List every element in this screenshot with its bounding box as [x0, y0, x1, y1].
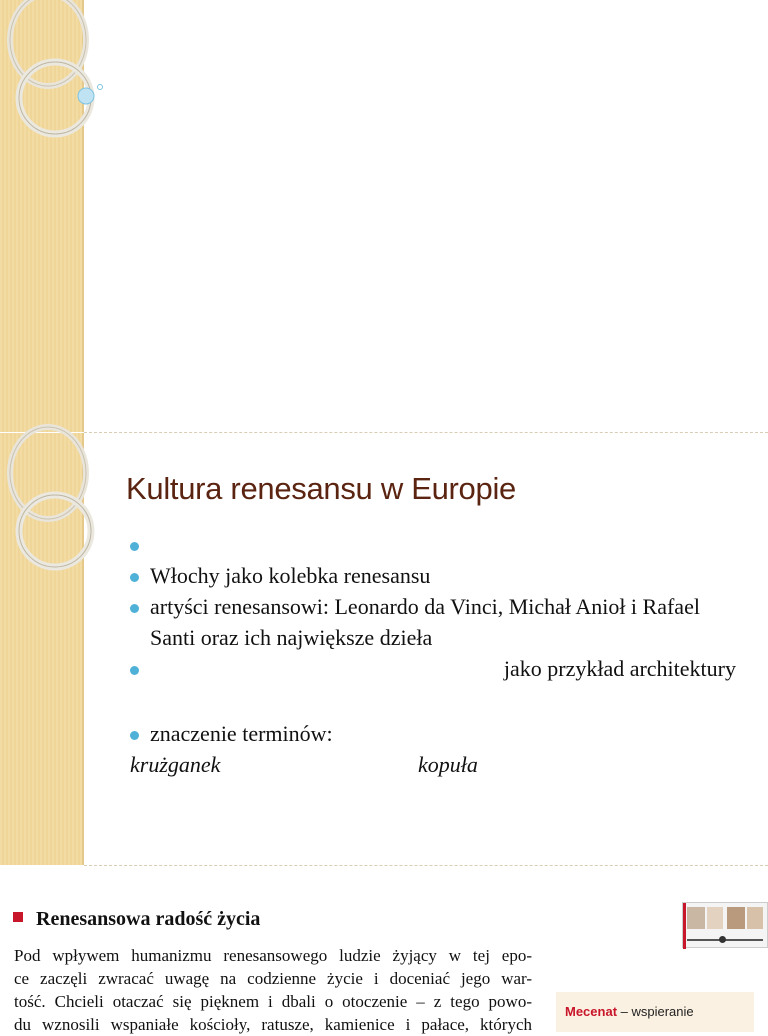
terms-line — [130, 749, 750, 780]
text-line: Pod wpływem humanizmu renesansowego ludzie żyjący w tej epo- — [14, 946, 532, 965]
section-heading: Renesansowa radość życia — [36, 908, 261, 930]
slide-2 — [0, 433, 768, 865]
bullet-item: Włochy jako kolebka renesansu — [130, 560, 750, 591]
decorative-rings-icon — [0, 433, 130, 593]
decorative-rings-icon — [0, 0, 130, 160]
document-excerpt — [0, 866, 768, 1034]
text-line: du wznosili wspaniałe kościoły, ratusze, kamienice i pałace, których — [14, 1015, 532, 1034]
page-thumbnail-icon — [682, 902, 768, 948]
text-line: tość. Chcieli otaczać się pięknem i dbali o otoczenie – z tego powo- — [14, 992, 532, 1011]
bullet-item: artyści renesansowi: Leonardo da Vinci, Michał Anioł i Rafael Santi oraz ich największe dzieła — [130, 591, 750, 653]
slide-1 — [0, 0, 768, 432]
section-marker-icon — [13, 912, 23, 922]
glossary-box — [556, 992, 754, 1032]
bullet-list — [130, 529, 750, 780]
text-line: ce zaczęli zwracać uwagę na codzienne życie i doceniać jego war- — [14, 969, 532, 988]
bullet-item: jako przykład architektury — [130, 653, 750, 684]
glossary-text: Mecenat – wspieranie — [565, 1004, 694, 1019]
bullet-item-empty — [130, 529, 750, 560]
body-text — [14, 944, 532, 1036]
term: kopuła — [418, 752, 478, 777]
slide-title: Kultura renesansu w Europie — [126, 471, 516, 506]
term: krużganek — [130, 752, 221, 777]
bullet-item: znaczenie terminów: — [130, 718, 750, 749]
